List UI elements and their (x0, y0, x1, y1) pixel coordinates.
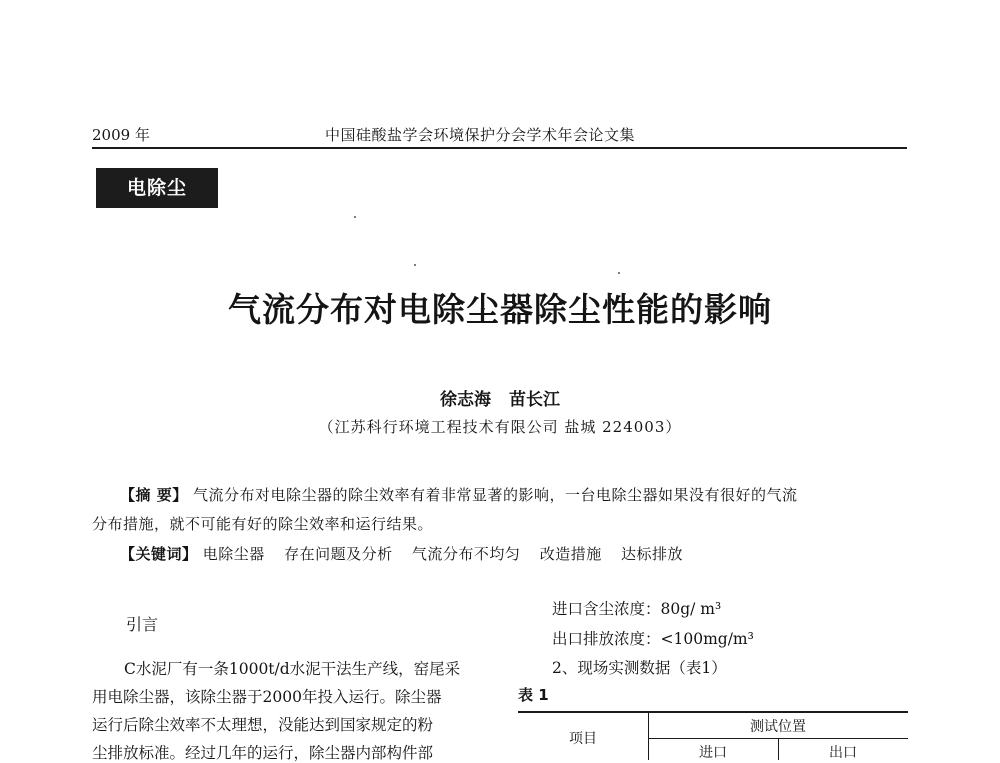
table-header-inlet: 进口 (699, 745, 727, 761)
header-rule (92, 147, 907, 149)
keywords-label: 【关键词】 (120, 545, 198, 563)
table-header-item: 项目 (569, 731, 597, 747)
section-heading-intro: 引言 (126, 615, 159, 634)
scan-speck (354, 216, 356, 218)
paper-title: 气流分布对电除尘器除尘性能的影响 (228, 290, 772, 329)
outlet-concentration: 出口排放浓度：<100mg/m³ (552, 630, 754, 648)
keywords (120, 543, 697, 564)
keyword: 改造措施 (539, 545, 602, 563)
keyword: 气流分布不均匀 (411, 545, 521, 563)
body-text-line: 运行后除尘效率不太理想，没能达到国家规定的粉 (92, 716, 434, 734)
table-label: 表 1 (518, 686, 549, 704)
abstract-text: 气流分布对电除尘器的除尘效率有着非常显著的影响，一台电除尘器如果没有很好的气流 (193, 486, 798, 504)
abstract-label: 【摘 要】 (120, 486, 188, 504)
table-header-outlet: 出口 (829, 745, 857, 761)
keyword: 存在问题及分析 (284, 545, 393, 563)
table-top-rule (518, 711, 908, 713)
authors: 徐志海 苗长江 (440, 390, 560, 410)
inlet-concentration: 进口含尘浓度：80g/ m³ (552, 600, 722, 618)
keyword: 电除尘器 (202, 545, 265, 563)
section-tag: 电除尘 (96, 168, 218, 208)
keyword: 达标排放 (620, 545, 683, 563)
scan-speck (618, 272, 620, 274)
header-year: 2009 年 (92, 126, 150, 144)
affiliation: （江苏科行环境工程技术有限公司 盐城 224003） (318, 418, 682, 436)
table-header-position: 测试位置 (750, 719, 806, 735)
body-text-line: 尘排放标准。经过几年的运行，除尘器内部构件部 (92, 744, 434, 762)
measured-data-heading: 2、现场实测数据（表1） (552, 659, 727, 677)
scan-speck (414, 264, 416, 266)
body-text-line: C水泥厂有一条1000t/d水泥干法生产线，窑尾采 (124, 660, 461, 678)
header-journal-title: 中国硅酸盐学会环境保护分会学术年会论文集 (325, 126, 636, 144)
abstract-text-cont: 分布措施，就不可能有好的除尘效率和运行结果。 (92, 515, 434, 533)
abstract-line (120, 484, 798, 505)
body-text-line: 用电除尘器，该除尘器于2000年投入运行。除尘器 (92, 688, 442, 706)
